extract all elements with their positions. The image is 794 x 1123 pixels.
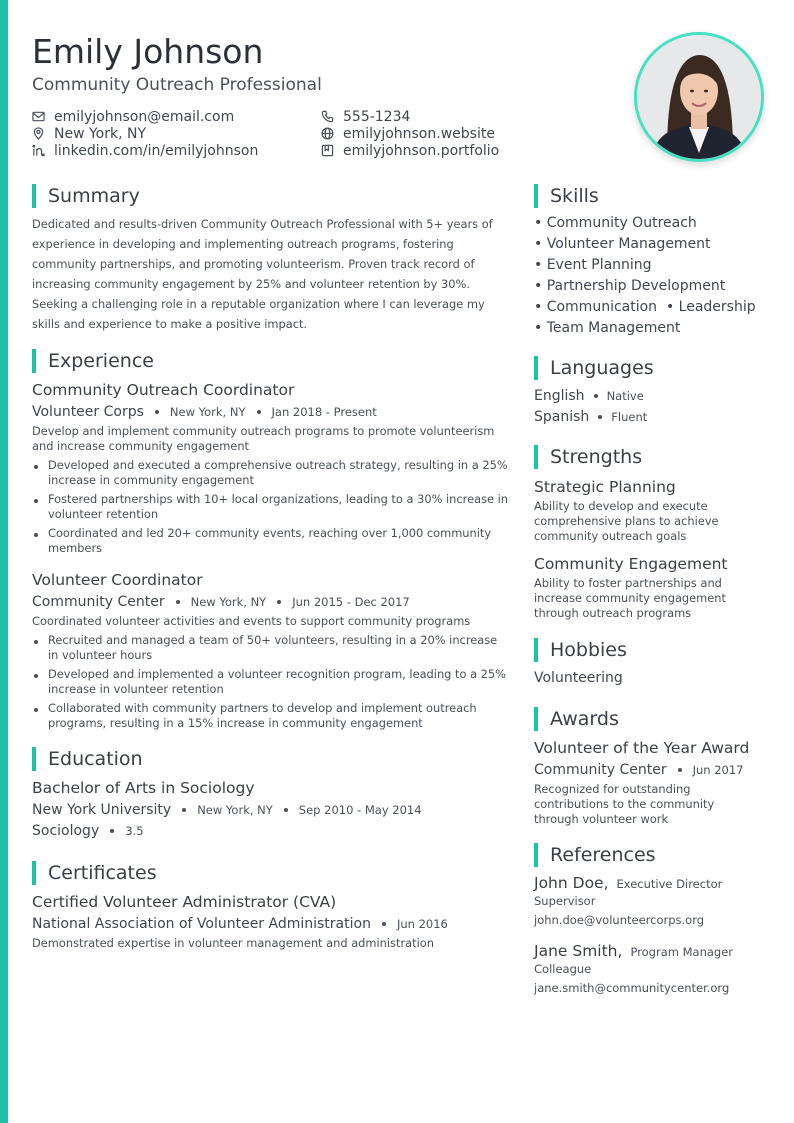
reference-name: Jane Smith, [534,942,623,960]
languages-heading: Languages [534,356,762,380]
right-column [534,184,762,998]
bullet-item: Fostered partnerships with 10+ local organizations, leading to a 30% increase in volunteer retention [32,492,510,522]
profile-photo [634,32,764,162]
separator-dot [257,410,261,414]
field-of-study: Sociology [32,823,100,839]
separator-dot [176,600,180,604]
education-dates: Sep 2010 - May 2014 [298,803,422,817]
skill-item: • Partnership Development [534,278,726,294]
resume-header [32,30,762,170]
reference-email[interactable]: john.doe@volunteercorps.org [534,913,705,927]
skill-item: • Community Outreach [534,215,697,231]
reference-role: Executive Director [616,877,723,891]
job-description: Coordinated volunteer activities and events to support community programs [32,614,471,628]
award-title: Volunteer of the Year Award [534,739,750,757]
separator-dot [678,768,682,772]
separator-dot [284,808,288,812]
degree: Bachelor of Arts in Sociology [32,779,255,797]
heading-accent [534,843,538,867]
phone-icon [321,110,334,123]
certificate-name: Certified Volunteer Administrator (CVA) [32,893,337,911]
certificates-heading: Certificates [32,861,510,885]
job-description: Develop and implement community outreach programs to promote volunteerism and increase community engagement [32,424,495,453]
email-text: emilyjohnson@email.com [54,108,235,125]
reference-email[interactable]: jane.smith@communitycenter.org [534,981,730,995]
languages-list [534,385,762,427]
portrait-illustration [637,35,761,159]
job-bullets [32,458,510,556]
strength-title: Community Engagement [534,555,728,573]
heading-accent [32,747,36,771]
separator-dot [277,600,281,604]
job-location: New York, NY [169,405,246,419]
certificate-meta [32,914,510,934]
skills-list [534,213,762,339]
summary-heading: Summary [32,184,510,208]
heading-accent [534,707,538,731]
separator-dot [382,922,386,926]
language-level: Fluent [611,409,648,424]
heading-accent [534,356,538,380]
contact-portfolio[interactable] [321,142,499,159]
award-org: Community Center [534,762,667,778]
strengths-heading: Strengths [534,445,762,469]
education-meta [32,800,510,820]
gpa: 3.5 [125,824,144,838]
separator-dot [594,394,598,398]
strength-item [534,477,762,544]
contact-email[interactable] [32,108,234,125]
heading-accent [534,638,538,662]
awards-heading: Awards [534,707,762,731]
job-org: Community Center [32,594,165,610]
portfolio-text: emilyjohnson.portfolio [343,142,500,159]
skill-item: • Volunteer Management [534,236,711,252]
certificate-date: Jun 2016 [396,917,448,931]
reference-header [534,942,762,960]
heading-accent [32,349,36,373]
separator-dot [598,415,602,419]
reference-item [534,874,762,930]
hobbies-heading: Hobbies [534,638,762,662]
resume-page [32,0,762,1123]
bullet-item: Coordinated and led 20+ community events, reaching over 1,000 community members [32,526,510,556]
skill-item: • Team Management [534,320,681,336]
job-bullets [32,633,510,731]
reference-relation: Supervisor [534,894,596,908]
experience-item [32,380,510,556]
award-description: Recognized for outstanding contributions to the community through volunteer work [534,782,715,826]
separator-dot [155,410,159,414]
references-heading: References [534,843,762,867]
separator-dot [110,829,114,833]
location-text: New York, NY [54,125,147,142]
heading-accent [32,861,36,885]
experience-heading: Experience [32,349,510,373]
strength-description: Ability to develop and execute comprehensive plans to achieve community outreach goals [534,499,719,543]
summary-text: Dedicated and results-driven Community Outreach Professional with 5+ years of experience in developing and implementing outreach programs, fostering community partnerships, and promoting volunteerism. Proven track record of increasing community engagement by 25% and volunteer retention by 30%. Seeking a challenging role in a reputable organization where I can leverage my skills and experience to make a positive impact. [32,217,493,331]
award-meta [534,760,762,780]
job-location: New York, NY [190,595,267,609]
skill-item: • Communication • Leadership [534,299,756,315]
education-item [32,778,510,841]
left-column [32,184,510,951]
reference-name: John Doe, [534,874,609,892]
certificate-item [32,892,510,951]
certificate-description: Demonstrated expertise in volunteer management and administration [32,936,434,950]
location-icon [32,127,45,140]
heading-accent [32,184,36,208]
linkedin-icon [32,144,45,157]
job-meta [32,402,510,422]
language-name: English [534,387,585,404]
award-date: Jun 2017 [692,763,744,777]
heading-accent [534,445,538,469]
strength-description: Ability to foster partnerships and increase community engagement through outreach programs [534,576,726,620]
email-icon [32,110,45,123]
strength-item [534,554,762,621]
skill-item: • Event Planning [534,257,652,273]
portfolio-icon [321,144,334,157]
school: New York University [32,802,172,818]
award-item [534,738,762,827]
candidate-title: Community Outreach Professional [32,75,322,95]
contact-location [32,125,146,142]
job-dates: Jan 2018 - Present [271,405,377,419]
language-level: Native [606,388,644,403]
school-location: New York, NY [197,803,273,817]
language-name: Spanish [534,408,590,425]
job-title: Community Outreach Coordinator [32,381,295,399]
job-org: Volunteer Corps [32,404,144,420]
contact-phone[interactable] [321,108,410,125]
education-heading: Education [32,747,510,771]
contact-linkedin[interactable] [32,142,258,159]
language-item [534,406,762,427]
candidate-name: Emily Johnson [32,32,264,71]
certificate-org: National Association of Volunteer Administration [32,916,371,932]
separator-dot [182,808,186,812]
language-item [534,385,762,406]
reference-header [534,874,762,892]
globe-icon [321,127,334,140]
hobby-item: Volunteering [534,670,623,686]
bullet-item: Developed and executed a comprehensive outreach strategy, resulting in a 25% increase in community engagement [32,458,510,488]
bullet-item: Developed and implemented a volunteer recognition program, leading to a 25% increase in volunteer retention [32,667,510,697]
education-field-meta [32,821,510,841]
job-dates: Jun 2015 - Dec 2017 [292,595,410,609]
job-title: Volunteer Coordinator [32,571,203,589]
accent-bar [0,0,8,1123]
skills-heading: Skills [534,184,762,208]
experience-item [32,570,510,731]
linkedin-text: linkedin.com/in/emilyjohnson [54,142,259,159]
job-meta [32,592,510,612]
reference-role: Program Manager [630,945,734,959]
reference-item [534,942,762,998]
contact-website[interactable] [321,125,495,142]
reference-relation: Colleague [534,962,592,976]
bullet-item: Collaborated with community partners to develop and implement outreach programs, resulting in a 15% increase in community engagement [32,701,510,731]
strength-title: Strategic Planning [534,478,676,496]
website-text: emilyjohnson.website [343,125,495,142]
bullet-item: Recruited and managed a team of 50+ volunteers, resulting in a 20% increase in volunteer hours [32,633,510,663]
phone-text: 555-1234 [343,108,411,125]
heading-accent [534,184,538,208]
